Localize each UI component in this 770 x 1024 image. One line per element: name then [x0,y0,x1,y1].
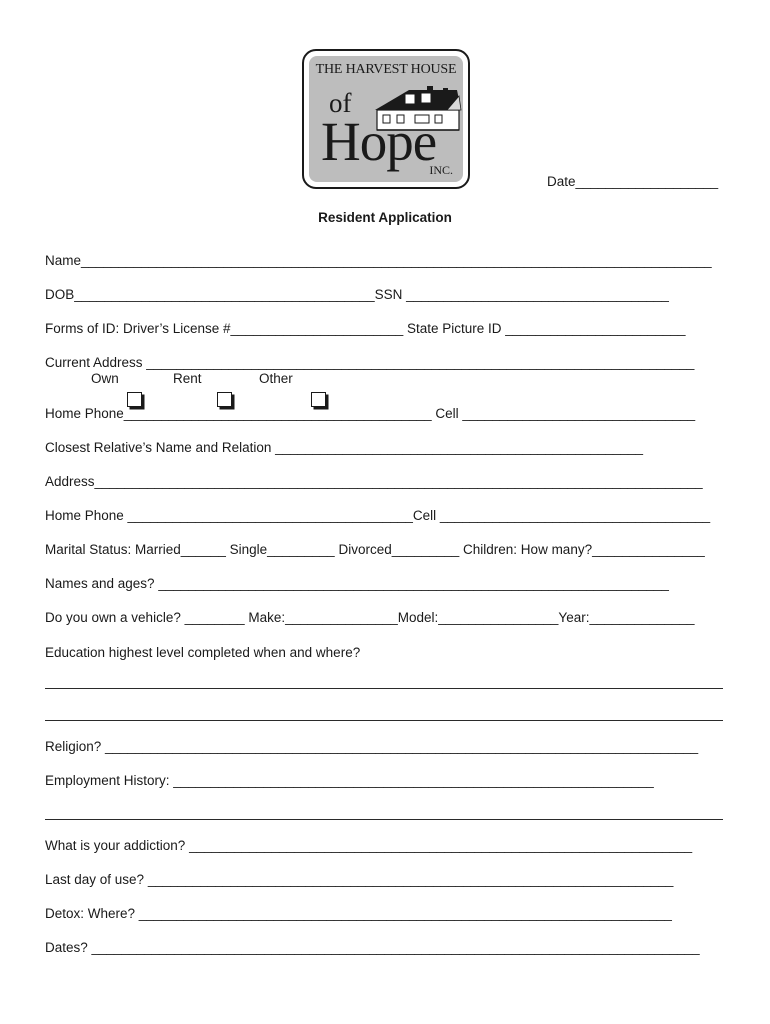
harvest-house-logo [302,49,470,189]
employment-history-field[interactable]: Employment History: ________________________________________________________________ [45,773,654,788]
logo-hope-text: Hope [321,111,437,172]
rent-checkbox[interactable] [217,392,232,407]
current-address-field[interactable]: Current Address _________________________________________________________________________ [45,355,695,370]
employment-answer-line[interactable] [45,819,723,820]
own-checkbox[interactable] [127,392,142,407]
dob-ssn-field[interactable]: DOB________________________________________SSN ___________________________________ [45,287,669,302]
other-checkbox[interactable] [311,392,326,407]
education-label: Education highest level completed when and where? [45,645,361,660]
date-field[interactable]: Date___________________ [547,174,719,189]
education-answer-line-1[interactable] [45,688,723,689]
logo-inc-text: INC. [429,163,453,177]
names-ages-field[interactable]: Names and ages? ____________________________________________________________________ [45,576,669,591]
dates-field[interactable]: Dates? _________________________________________________________________________________ [45,940,700,955]
marital-status-field[interactable]: Marital Status: Married______ Single_________ Divorced_________ Children: How many?_______________ [45,542,705,557]
logo-org-name: THE HARVEST HOUSE [315,62,457,77]
logo-of-text: of [329,88,352,118]
religion-field[interactable]: Religion? _______________________________________________________________________________ [45,739,699,754]
home-phone-cell-field[interactable]: Home Phone_________________________________________ Cell _______________________________ [45,406,696,421]
name-field[interactable]: Name____________________________________________________________________________________ [45,253,712,268]
last-day-of-use-field[interactable]: Last day of use? ______________________________________________________________________ [45,872,674,887]
rent-option-label: Rent [173,371,202,386]
own-option-label: Own [91,371,119,386]
closest-relative-field[interactable]: Closest Relative’s Name and Relation _________________________________________________ [45,440,644,455]
address-field[interactable]: Address_________________________________________________________________________________ [45,474,703,489]
logo-background [309,56,463,182]
relative-phone-cell-field[interactable]: Home Phone ______________________________________Cell ____________________________________ [45,508,711,523]
form-title: Resident Application [318,210,452,225]
vehicle-field[interactable]: Do you own a vehicle? ________ Make:_______________Model:________________Year:______________ [45,610,695,625]
detox-where-field[interactable]: Detox: Where? _______________________________________________________________________ [45,906,672,921]
addiction-field[interactable]: What is your addiction? ___________________________________________________________________ [45,838,693,853]
forms-of-id-field[interactable]: Forms of ID: Driver’s License #_______________________ State Picture ID ________________________ [45,321,686,336]
education-answer-line-2[interactable] [45,720,723,721]
other-option-label: Other [259,371,293,386]
